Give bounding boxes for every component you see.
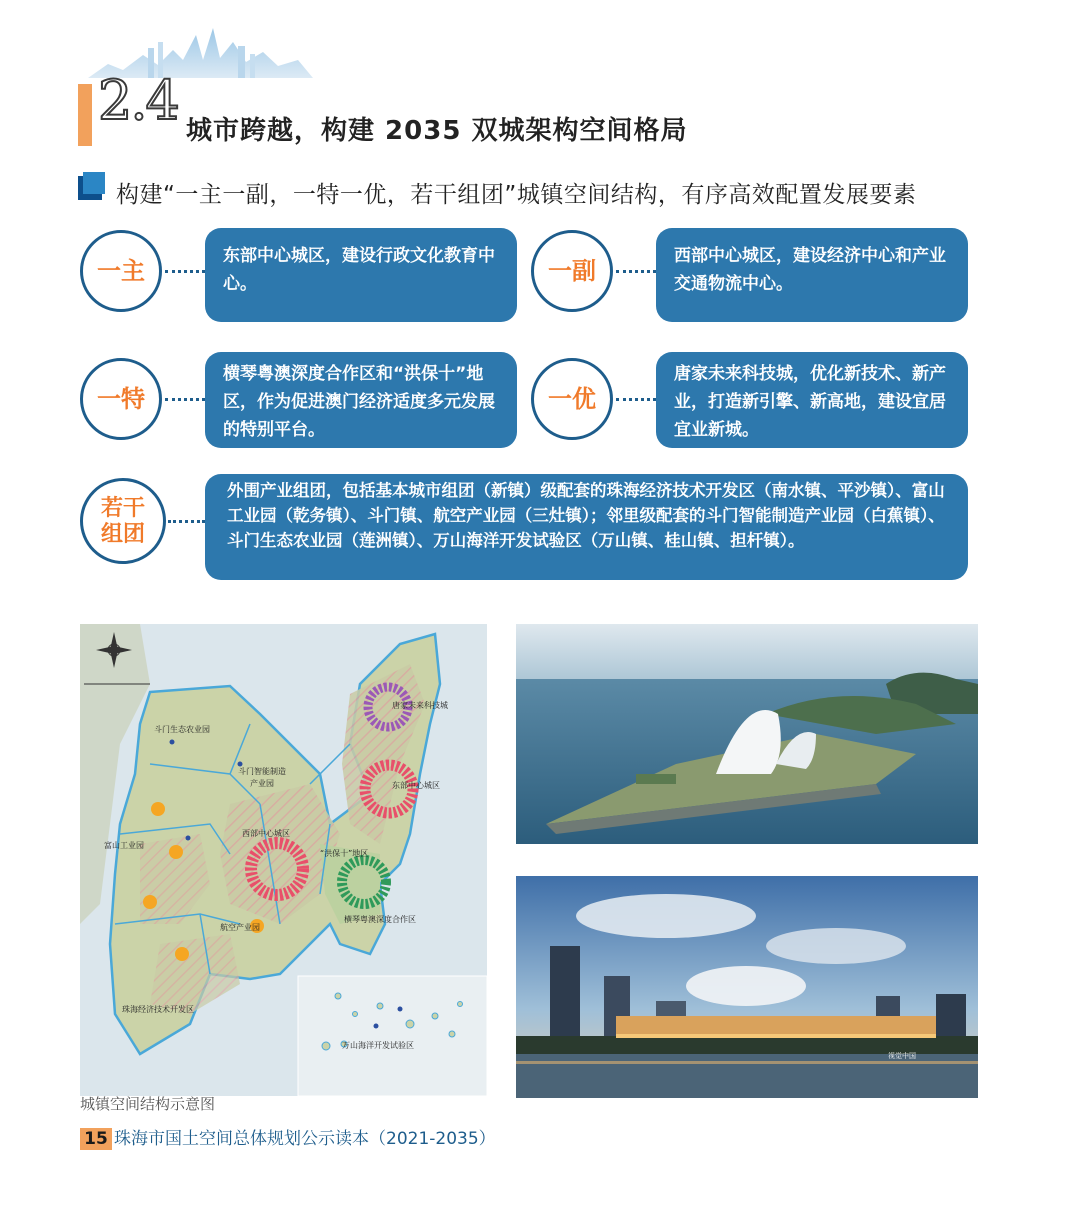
page-title: 城市跨越，构建 2035 双城架构空间格局 (186, 116, 688, 146)
role-card-main (205, 228, 517, 322)
map-label-doumen-eco: 斗门生态农业园 (154, 725, 210, 734)
role-circle-sub (531, 230, 613, 312)
role-label-line1: 若干 (100, 494, 145, 521)
role-circle-groups (80, 478, 166, 564)
map-label-doumen-smart1: 斗门智能制造 (238, 767, 286, 776)
map-label-tangjia: 唐家未来科技城 (392, 701, 448, 710)
role-desc: 唐家未来科技城，优化新技术、新产业，打造新引擎、新高地，建设宜居宜业新城。 (674, 364, 946, 440)
role-card-special (205, 352, 517, 448)
map-label-fushan: 富山工业园 (104, 841, 144, 850)
role-desc: 横琴粤澳深度合作区和“洪保十”地区，作为促进澳门经济适度多元发展的特别平台。 (223, 364, 495, 440)
role-card-optimal (656, 352, 968, 448)
dotted-connector (616, 398, 656, 401)
opera-house-photo (516, 624, 978, 844)
section-heading: 构建“一主一副，一特一优，若干组团”城镇空间结构，有序高效配置发展要素 (116, 182, 917, 208)
role-card-sub (656, 228, 968, 322)
role-circle-optimal (531, 358, 613, 440)
dotted-connector (616, 270, 656, 273)
map-label-doumen-smart2: 产业园 (250, 779, 274, 788)
map-label-hongbao: “洪保十”地区 (320, 849, 369, 858)
dotted-connector (168, 520, 205, 523)
map-label-zhuhai-dev: 珠海经济技术开发区 (122, 1005, 194, 1014)
role-circle-special (80, 358, 162, 440)
city-skyline-photo (516, 876, 978, 1098)
map-label-east-center: 东部中心城区 (392, 781, 440, 790)
dotted-connector (165, 270, 205, 273)
map-caption: 城镇空间结构示意图 (80, 1095, 216, 1113)
map-label-aviation: 航空产业园 (220, 923, 260, 932)
dotted-connector (165, 398, 205, 401)
map-label-hengqin: 横琴粤澳深度合作区 (344, 915, 416, 924)
role-desc: 东部中心城区，建设行政文化教育中心。 (223, 246, 495, 294)
urban-structure-map (80, 624, 487, 1096)
role-label: 一副 (548, 255, 596, 285)
footer-title: 珠海市国土空间总体规划公示读本（2021-2035） (114, 1129, 496, 1149)
role-card-groups (205, 474, 968, 580)
title-accent-bar (78, 84, 92, 146)
page-number: 15 (80, 1128, 112, 1150)
role-label: 一特 (97, 383, 145, 413)
role-circle-main (80, 230, 162, 312)
role-label: 一优 (548, 383, 596, 413)
title-number: 2.4 (98, 69, 178, 132)
role-desc: 外围产业组团，包括基本城市组团（新镇）级配套的珠海经济技术开发区（南水镇、平沙镇）、富山工业园（乾务镇）、斗门镇、航空产业园（三灶镇）；邻里级配套的斗门智能制造产业园（白蕉镇）、斗门生态农业园（莲洲镇）、万山海洋开发试验区（万山镇、桂山镇、担杆镇）。 (227, 481, 945, 550)
map-label-wanshan: 万山海洋开发试验区 (342, 1041, 414, 1050)
role-label-line2: 组团 (100, 521, 145, 547)
role-desc: 西部中心城区，建设经济中心和产业交通物流中心。 (674, 246, 946, 294)
section-square-icon-front (83, 172, 105, 194)
map-label-west-center: 西部中心城区 (242, 829, 290, 838)
role-label: 一主 (97, 255, 145, 285)
photo-watermark: 视觉中国 (888, 1052, 916, 1060)
